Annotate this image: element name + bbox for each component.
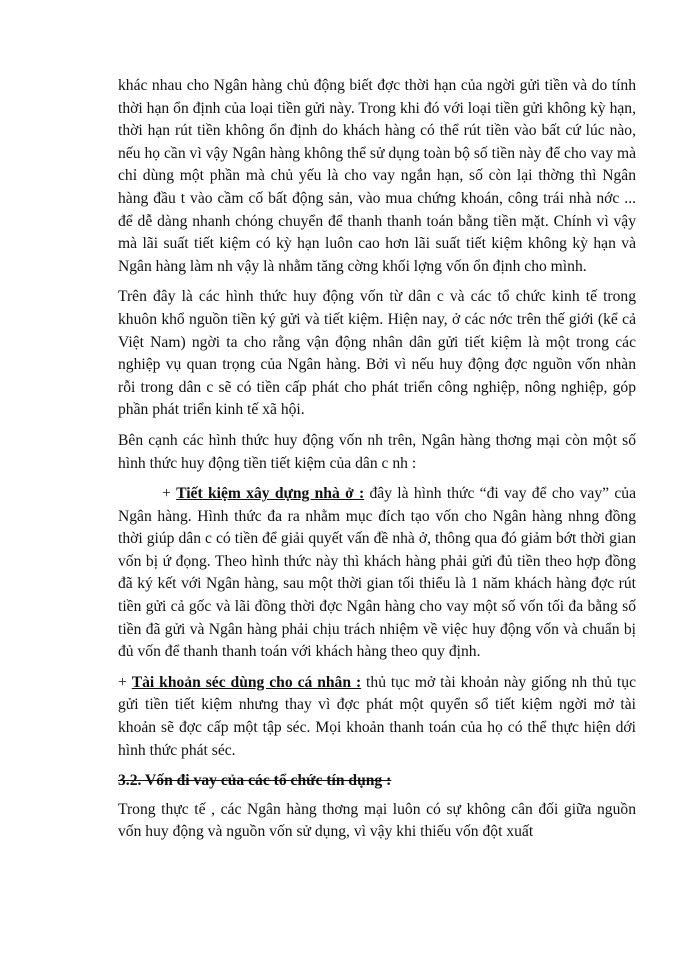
bullet-personal-cheque-account [118,672,636,762]
paragraph-1 [118,75,636,278]
closing-paragraph-text: Trong thực tế , các Ngân hàng thơng mại luôn có sự không cân đối giữa nguồn vốn huy động và nguồn vốn sử dụng, vì vậy khi thiếu vốn đột xuất [118,800,636,841]
bullet-housing-savings-text: đây là hình thức “đi vay để cho vay” của Ngân hàng. Hình thức đa ra nhằm mục đích tạo vốn cho Ngân hàng nhng đồng thời giúp dân c có tiền để giải quyết vấn đề nhà ở, thông qua đó giảm bớt thời gian vốn bị ứ đọng. Theo hình thức này thì khách hàng phải gửi đủ tiền theo hợp đồng đã ký kết với Ngân hàng, sau một thời gian tối thiểu là 1 năm khách hàng đợc rút tiền gửi cả gốc và lãi đồng thời đợc Ngân hàng cho vay một số vốn tối đa bằng số tiền đã gửi và Ngân hàng phải chịu trách nhiệm về việc huy động vốn và chuẩn bị đủ vốn để thanh thanh toán với khách hàng theo quy định. [118,485,636,661]
paragraph-3-text: Bên cạnh các hình thức huy động vốn nh trên, Ngân hàng thơng mại còn một số hình thức huy động tiền tiết kiệm của dân c nh : [118,431,636,472]
section-heading [118,770,636,793]
bullet-housing-savings [118,483,636,664]
bullet-housing-savings-title: Tiết kiệm xây dựng nhà ở : [176,485,365,503]
paragraph-2-text: Trên đây là các hình thức huy động vốn từ dân c và các tổ chức kinh tế trong khuôn khổ nguồn tiền ký gửi và tiết kiệm. Hiện nay, ở các nớc trên thế giới (kể cả Việt Nam) ngời ta cho rằng vận động nhân dân gửi tiết kiệm là một trong các nghiệp vụ quan trọng của Ngân hàng. Bởi vì nếu huy động đợc nguồn vốn nhàn rỗi trong dân c sẽ có tiền cấp phát cho phát triển công nghiệp, nông nghiệp, góp phần phát triển kinh tế xã hội. [118,288,636,419]
paragraph-2 [118,286,636,422]
bullet-marker: + [118,673,132,691]
paragraph-3 [118,430,636,475]
section-heading-text: 3.2. Vốn đi vay của các tổ chức tín dụng : [118,772,392,790]
closing-paragraph [118,799,636,844]
bullet-marker: + [162,485,177,503]
bullet-personal-cheque-account-title: Tài khoản séc dùng cho cá nhân : [131,673,362,691]
paragraph-1-text: khác nhau cho Ngân hàng chủ động biết đợc thời hạn của ngời gửi tiền và do tính thời hạn ổn định của loại tiền gửi này. Trong khi đó với loại tiền gửi không kỳ hạn, thời hạn rút tiền không ổn định do khách hàng có thể rút tiền vào bất cứ lúc nào, nếu họ cần vì vậy Ngân hàng không thể sử dụng toàn bộ số tiền này để cho vay mà chỉ dùng một phần mà chủ yếu là cho vay ngắn hạn, số còn lại thờng thì Ngân hàng đầu t vào cầm cố bất động sản, vào mua chứng khoán, công trái nhà nớc ... để dễ dàng nhanh chóng chuyển để thanh thanh toán bằng tiền mặt. Chính vì vậy mà lãi suất tiết kiệm có kỳ hạn luôn cao hơn lãi suất tiết kiệm không kỳ hạn và Ngân hàng làm nh vậy là nhằm tăng cờng khối lợng vốn ổn định cho mình. [118,77,636,275]
bullet-personal-cheque-account-text: thủ tục mở tài khoản này giống nh thủ tục gửi tiền tiết kiệm nhưng thay vì đợc phát một quyển sổ tiết kiệm ngời mở tài khoản sẽ đợc cấp một tập séc. Mọi khoản thanh toán của họ có thể thực hiện dới hình thức phát séc. [118,673,636,759]
